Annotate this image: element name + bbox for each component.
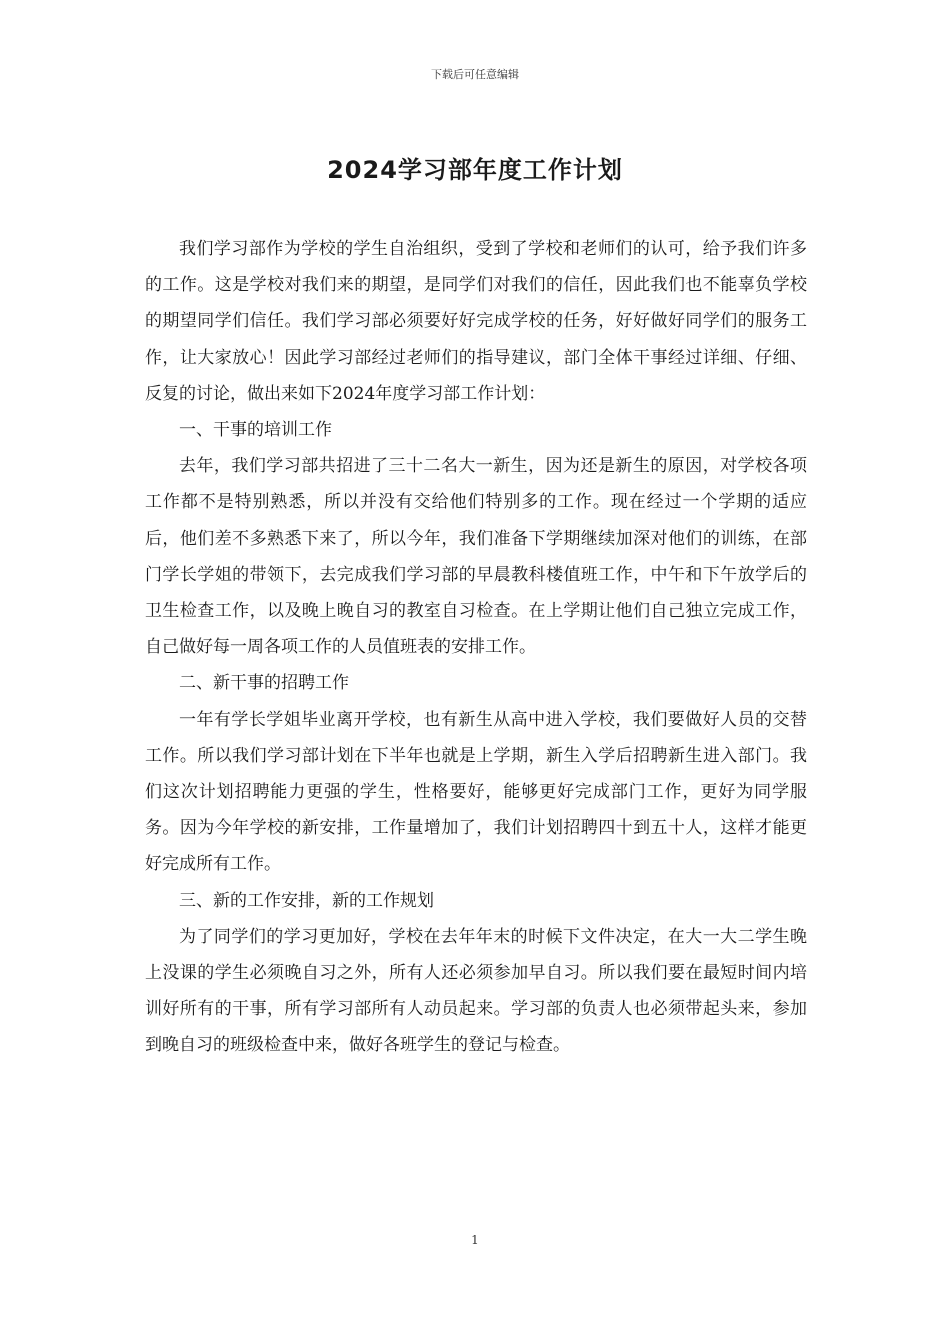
intro-paragraph: 我们学习部作为学校的学生自治组织，受到了学校和老师们的认可，给予我们许多的工作。这是学校对我们来的期望，是同学们对我们的信任，因此我们也不能辜负学校的期望同学们信任。我们学习部必须要好好完成学校的任务，好好做好同学们的服务工作，让大家放心！因此学习部经过老师们的指导建议，部门全体干事经过详细、仔细、反复的讨论，做出来如下2024年度学习部工作计划：	[145, 239, 807, 404]
new-plan-paragraph: 为了同学们的学习更加好，学校在去年年末的时候下文件决定，在大一大二学生晚上没课的学生必须晚自习之外，所有人还必须参加早自习。所以我们要在最短时间内培训好所有的干事，所有学习部所有人动员起来。学习部的负责人也必须带起头来，参加到晚自习的班级检查中来，做好各班学生的登记与检查。	[145, 926, 807, 1056]
section-heading-training: 一、干事的培训工作	[179, 420, 332, 441]
page-number: 1	[471, 1233, 479, 1247]
document-body	[145, 231, 807, 1064]
section-heading-recruitment: 二、新干事的招聘工作	[179, 673, 349, 694]
document-title: 2024学习部年度工作计划	[327, 156, 623, 184]
section-heading-new-plan: 三、新的工作安排，新的工作规划	[179, 890, 434, 911]
page-header-note: 下载后可任意编辑	[431, 68, 519, 81]
training-paragraph: 去年，我们学习部共招进了三十二名大一新生，因为还是新生的原因，对学校各项工作都不是特别熟悉，所以并没有交给他们特别多的工作。现在经过一个学期的适应后，他们差不多熟悉下来了，所以今年，我们准备下学期继续加深对他们的训练，在部门学长学姐的带领下，去完成我们学习部的早晨教科楼值班工作，中午和下午放学后的卫生检查工作，以及晚上晚自习的教室自习检查。在上学期让他们自己独立完成工作，自己做好每一周各项工作的人员值班表的安排工作。	[145, 456, 807, 658]
recruitment-paragraph: 一年有学长学姐毕业离开学校，也有新生从高中进入学校，我们要做好人员的交替工作。所以我们学习部计划在下半年也就是上学期，新生入学后招聘新生进入部门。我们这次计划招聘能力更强的学生，性格要好，能够更好完成部门工作，更好为同学服务。因为今年学校的新安排，工作量增加了，我们计划招聘四十到五十人，这样才能更好完成所有工作。	[145, 709, 807, 875]
